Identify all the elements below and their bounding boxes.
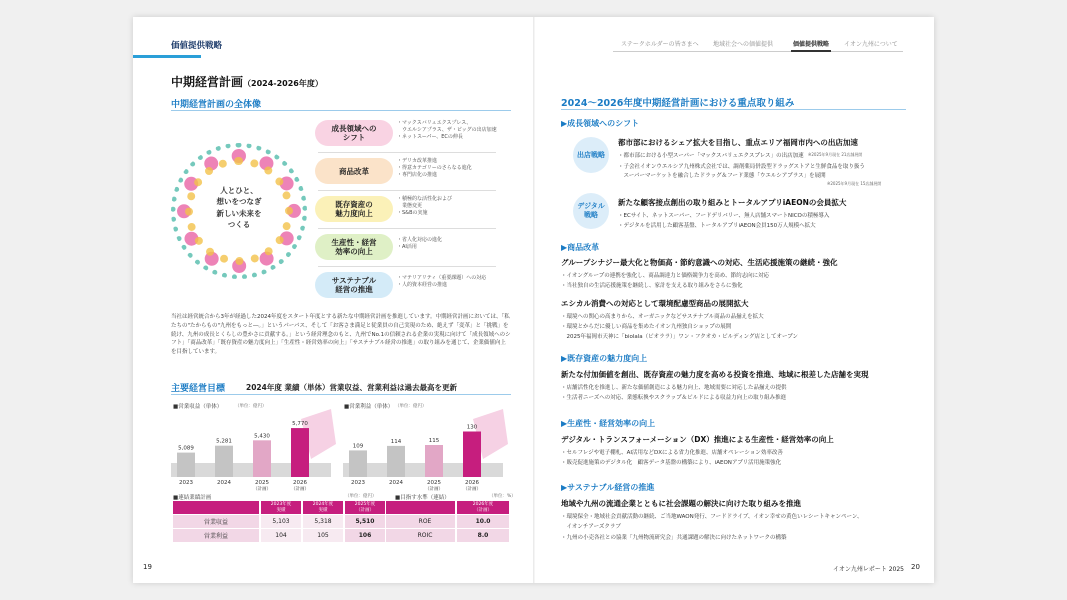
consol-unit: （単位：億円）	[345, 494, 377, 499]
table-header	[395, 501, 455, 514]
sus-bullet: ・九州の小売各社との協業「九州物流研究会」共通課題の解決に向けたネットワークの構築	[561, 535, 787, 541]
bar-2023	[349, 450, 367, 477]
table-cell: 5,318	[303, 515, 343, 528]
prod-bullet: ・セルフレジや電子棚札、AI活用などDXによる省力化推進、店舗オペレーション効率改善	[561, 450, 783, 456]
targets-subheading: 2024年度 業績（単体）営業収益、営業利益は過去最高を更新	[246, 383, 457, 392]
pillar-goods-notes: ・デリカ改革推進 ・得意カテゴリーのさらなる進化 ・専門店化の推進	[397, 158, 472, 178]
profit-unit: （単位：億円）	[395, 404, 427, 409]
pillar-growth-notes: ・マックスバリュエクスプレス、 ウエルシアプラス、ザ・ビッグの出店加速 ・ネットスーパー、ECの伸長	[397, 120, 497, 140]
table-cell: 5,103	[261, 515, 301, 528]
table-cell: 104	[261, 529, 301, 542]
nav-item-stakeholders[interactable]: ステークホルダーの皆さまへ	[621, 41, 699, 48]
divider	[171, 110, 511, 111]
data-label: 114	[390, 438, 402, 445]
targets-heading: 主要経営目標	[171, 384, 226, 394]
store-heading: 都市部におけるシェア拡大を目指し、重点エリア福岡市内への出店加速	[618, 138, 858, 147]
divider	[561, 109, 906, 110]
bar-2024	[215, 446, 233, 477]
section-assets: ▶既存資産の魅力度向上	[561, 354, 648, 363]
pillar-productivity: 生産性・経営 効率の向上	[315, 234, 393, 260]
asset-bullet: ・店舗活性化を推進し、新たな価値創造による魅力向上、地域需要に対応した品揃えの提供	[561, 385, 787, 391]
tick-label: （計画）	[425, 487, 443, 492]
bar-2025	[253, 440, 271, 477]
goods-bullet: ・イオングループの連携を強化し、商品調達力と価格競争力を高め、節約志向に対応	[561, 273, 770, 279]
sus-bullet: イオンチアーズクラブ	[561, 524, 621, 530]
table-cell: 106	[345, 529, 385, 542]
store-note: ※2025年9月現在 21店舗展開	[808, 152, 863, 157]
table-cell: 105	[303, 529, 343, 542]
pillar-assets: 既存資産の 魅力度向上	[315, 196, 393, 222]
center-message: 人とひと、 想いをつなぎ 新しい未来を つくる	[216, 186, 262, 229]
bar-2025	[425, 445, 443, 477]
report-spread	[133, 17, 934, 583]
table-header: 2025年度 （計画）	[345, 501, 385, 514]
store-note: ※2025年9月現在 15店舗展開	[827, 181, 882, 186]
store-strategy-badge: 出店戦略	[573, 137, 609, 173]
nav-item-community[interactable]: 地域社会への価値提供	[713, 41, 774, 48]
store-bullet: ・都市部における小型スーパー「マックスバリュエクスプレス」の出店加速	[618, 153, 804, 159]
table-row-label: 営業収益	[173, 515, 259, 528]
bar-2026	[463, 432, 481, 478]
tick-label: （計画）	[291, 487, 309, 492]
table-header: 2024年度 実績	[303, 501, 343, 514]
table-cell: 8.0	[457, 529, 509, 542]
tick-label: 2023	[351, 480, 365, 486]
data-label: 130	[466, 424, 478, 431]
divider	[318, 152, 496, 153]
section-productivity: ▶生産性・経営効率の向上	[561, 419, 656, 428]
asset-bullet: ・生活者ニーズへの対応、業態転換やスクラップ＆ビルドによる収益力向上の取り組み推進	[561, 395, 787, 401]
store-bullet: スーパーマーケットを融合したドラッグ＆フード業態「ウエルシアプラス」を展開	[618, 173, 826, 179]
nav-item-about[interactable]: イオン九州について	[844, 41, 898, 48]
section-sustainable: ▶サステナブル経営の推進	[561, 483, 655, 492]
data-label: 5,430	[254, 433, 270, 440]
tick-label: 2023	[179, 480, 193, 486]
prod-heading: デジタル・トランスフォーメーション（DX）推進による生産性・経営効率の向上	[561, 435, 834, 444]
section-growth: ▶成長領域へのシフト	[561, 119, 640, 128]
consol-table-title: ■連結業績計画	[173, 495, 212, 501]
data-label: 5,770	[292, 421, 308, 428]
nav-item-strategy[interactable]: 価値提供戦略	[793, 41, 830, 48]
spine	[533, 17, 535, 583]
bar-2024	[387, 446, 405, 477]
digital-strategy-badge: デジタル 戦略	[573, 193, 609, 229]
digital-bullet: ・デジタルを活用した顧客基盤、トータルアプリiAEON会員150万人規模へ拡大	[618, 223, 816, 229]
tick-label: （計画）	[253, 487, 271, 492]
section-underline	[133, 55, 201, 58]
overview-heading: 中期経営計画の全体像	[171, 100, 262, 110]
revenue-chart	[171, 409, 341, 492]
prod-bullet: ・販売促進施策のデジタル化 顧客データ基盤の構築により、iAEONアプリ活用施策強化	[561, 460, 782, 466]
tick-label: 2026	[293, 480, 307, 486]
store-bullet: ・子会社イオンウエルシア九州株式会社では、調剤薬局併設型ドラッグストアと生鮮食品を取り扱う	[618, 164, 865, 170]
tick-label: （計画）	[463, 487, 481, 492]
table-row-label: 営業利益	[173, 529, 259, 542]
data-label: 109	[352, 443, 364, 450]
digital-bullet: ・ECサイト、ネットスーパー、フードデリバリー、無人店舗スマートNICOの積極導入	[618, 213, 830, 219]
pillar-growth: 成長領域への シフト	[315, 120, 393, 146]
table-cell: 10.0	[457, 515, 509, 528]
page-number-right: 20	[911, 563, 920, 571]
table-header: 2026年度 （計画）	[457, 501, 509, 514]
goods-heading: グループシナジー最大化と物価高・節約意識への対応、生活応援施策の継続・強化	[561, 258, 838, 267]
goods-bullet: ・当社独自の生活応援施策を継続し、家計を支える取り組みをさらに強化	[561, 283, 743, 289]
pillar-sustainable-notes: ・マテリアリティ（重要課題）への対応 ・人的資本経営の推進	[397, 275, 487, 288]
nav-underline	[613, 51, 903, 52]
data-label: 5,281	[216, 438, 232, 445]
sus-bullet: ・環境保全・地域社会貢献活動の継続、ご当地WAON発行、フードドライブ、イオン幸せの黄色いレシートキャンペーン、	[561, 514, 863, 520]
table-cell: 5,510	[345, 515, 385, 528]
data-label: 115	[428, 438, 440, 444]
divider	[318, 228, 496, 229]
sus-heading: 地域や九州の流通企業とともに社会課題の解決に向けた取り組みを推進	[561, 499, 801, 508]
digital-heading: 新たな顧客接点創出の取り組みとトータルアプリiAEONの会員拡大	[618, 198, 847, 207]
page-title: 中期経営計画（2024-2026年度）	[171, 75, 323, 89]
revenue-chart-title: ■営業収益（単体）	[173, 404, 223, 410]
page-number-left: 19	[143, 563, 152, 571]
asset-heading: 新たな付加価値を創出、既存資産の魅力度を高める投資を推進、地域に根差した店舗を実現	[561, 370, 869, 379]
table-row-label: ROIC	[395, 529, 455, 542]
divider	[318, 266, 496, 267]
table-row-label: ROE	[395, 515, 455, 528]
section-goods: ▶商品改革	[561, 243, 600, 252]
goods-bullet: 2025年福岡市天神に「biolala（ビオララ）」ワン・フクオカ・ビルディング店としてオープン	[561, 334, 799, 340]
intro-paragraph: 当社は経営統合から3年が経過した2024年度をスタート年度とする新たな中期経営計画を推進しています。中期経営計画においては、「私たちの"たからもの"九州をもっと―。」というパーパス、そして「お客さま満足と従業員の自己実現のため、絶えず「変革」と「挑戦」を続け、九州の成長とくらしの豊かさに貢献する。」という経営理念のもと、九州でNo.1の信頼される企業の実現に向けて「成長領域へのシフト」「商品改革」「既存資産の魅力度向上」「生産性・経営効率の向上」「サステナブル経営の推進」の取り組みを通じて、企業価値向上を目指しています。	[171, 314, 511, 356]
section-tab: 価値提供戦略	[171, 41, 223, 51]
pillar-goods: 商品改革	[315, 158, 393, 184]
goods-heading: エシカル消費への対応として環境配慮型商品の展開拡大	[561, 299, 749, 308]
profit-chart	[343, 409, 513, 492]
report-footer: イオン九州レポート 2025	[833, 566, 904, 573]
table-header	[173, 501, 259, 514]
profit-chart-title: ■営業利益（単体）	[344, 404, 394, 410]
divider	[318, 190, 496, 191]
tick-label: 2025	[255, 480, 269, 486]
tick-label: 2024	[389, 480, 403, 486]
goods-bullet: ・環境とからだに優しい商品を集めたイオン九州独自ショップの展開	[561, 324, 732, 330]
divider	[171, 394, 511, 395]
pillar-sustainable: サステナブル 経営の推進	[315, 272, 393, 298]
pillar-productivity-notes: ・省人化対応の進化 ・AI活用	[397, 237, 443, 250]
bar-2026	[291, 428, 309, 477]
nav-active-indicator	[791, 50, 831, 52]
tick-label: 2025	[427, 480, 441, 486]
data-label: 5,089	[178, 445, 194, 452]
pillar-assets-notes: ・積極的な活性化および 業態変更 ・S&Bの実施	[397, 196, 453, 216]
target-unit: （単位：%）	[489, 494, 516, 499]
tick-label: 2024	[217, 480, 231, 486]
target-table-title: ■目指す水準（連結）	[395, 495, 450, 501]
revenue-unit: （単位：億円）	[235, 404, 267, 409]
right-heading: 2024～2026年度中期経営計画における重点取り組み	[561, 98, 795, 109]
goods-bullet: ・環境への関心の高まりから、オーガニックなどサステナブル商品の品揃えを拡大	[561, 314, 764, 320]
tick-label: 2026	[465, 480, 479, 486]
bar-2023	[177, 453, 195, 477]
table-header: 2023年度 実績	[261, 501, 301, 514]
